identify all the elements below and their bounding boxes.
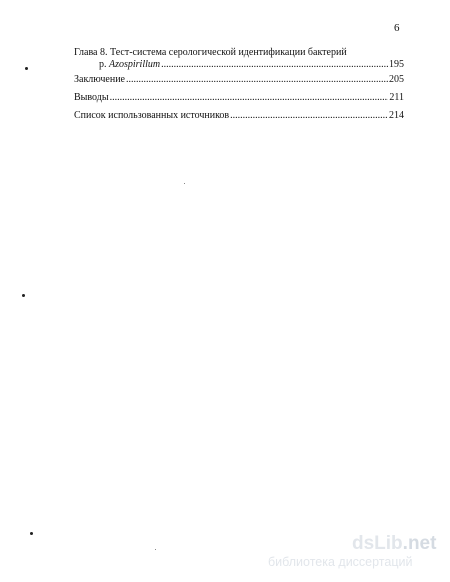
dot-leader	[126, 74, 388, 85]
watermark-logo: dsLib.net	[352, 533, 437, 554]
binder-hole-mark	[30, 532, 33, 535]
binder-hole-mark	[25, 67, 28, 70]
dot-leader	[161, 59, 388, 70]
toc-entry-chapter8-subtitle: р. Azospirillum	[99, 59, 161, 70]
toc-page-number: 214	[389, 110, 404, 121]
toc-page-number: 211	[389, 92, 404, 103]
toc-entry-references	[74, 110, 404, 121]
toc-entry-chapter8	[99, 59, 404, 70]
watermark-subtitle: библиотека диссертаций	[268, 555, 413, 569]
scan-speck	[184, 183, 185, 184]
toc-entry-title: Заключение	[74, 74, 125, 85]
genus-name: Azospirillum	[109, 59, 161, 70]
toc-entry-findings	[74, 92, 404, 103]
page-number: 6	[394, 22, 400, 34]
toc-entry-chapter8-title: Глава 8. Тест-система серологической идентификации бактерий	[74, 47, 347, 58]
toc-entry-conclusion	[74, 74, 404, 85]
binder-hole-mark	[22, 294, 25, 297]
toc-page-number: 205	[389, 74, 404, 85]
dot-leader	[230, 110, 388, 121]
toc-page-number: 195	[389, 59, 404, 70]
toc-entry-title: Выводы	[74, 92, 109, 103]
scan-speck	[155, 549, 156, 550]
toc-entry-title: Список использованных источников	[74, 110, 230, 121]
dot-leader	[110, 92, 389, 103]
